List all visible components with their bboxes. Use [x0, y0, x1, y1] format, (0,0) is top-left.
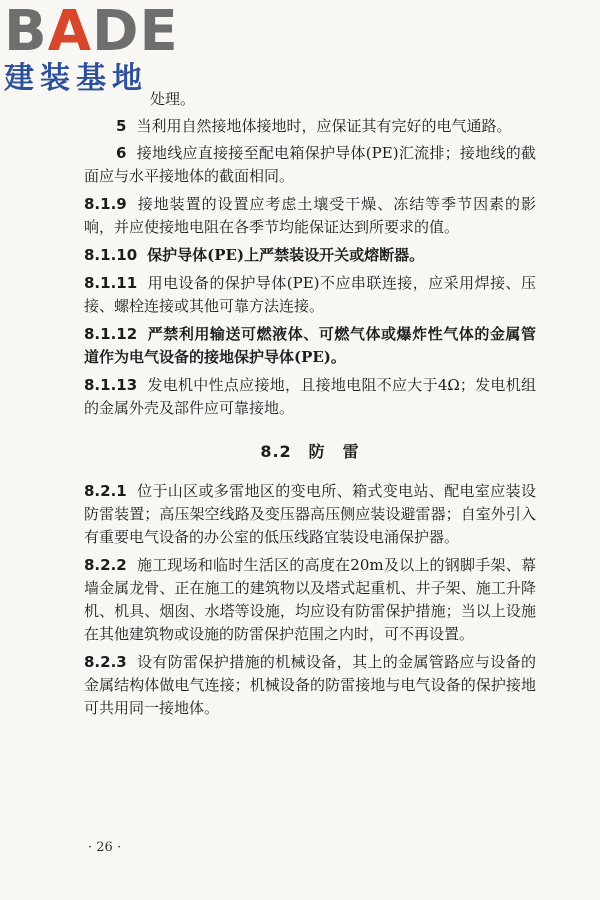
- previous-paragraph-tail: 处理。: [150, 90, 196, 108]
- bade-logo: [4, 0, 179, 96]
- page-number: · 26 ·: [88, 840, 122, 855]
- clause-8-2-1: 8.2.1 位于山区或多雷地区的变电所、箱式变电站、配电室应装设防雷装置；高压架空线路及变压器高压侧应装设避雷器；自室外引入有重要电气设备的办公室的低压线路宜装设电涌保护器。: [84, 482, 536, 546]
- clause-8-2-2: 8.2.2 施工现场和临时生活区的高度在20m及以上的钢脚手架、幕墙金属龙骨、正在施工的建筑物以及塔式起重机、井子架、施工升降机、机具、烟囱、水塔等设施，均应设有防雷保护措施；当以上设施在其他建筑物或设施的防雷保护范围之内时，可不再设置。: [84, 556, 536, 643]
- clause-8-1-10: 8.1.10 保护导体(PE)上严禁装设开关或熔断器。: [84, 246, 425, 264]
- logo-wordmark: BADE: [4, 0, 179, 64]
- document-body: [84, 88, 536, 720]
- list-item: 6 接地线应直接接至配电箱保护导体(PE)汇流排；接地线的截面应与水平接地体的截面相同。: [84, 144, 536, 185]
- clause-8-1-13: 8.1.13 发电机中性点应接地，且接地电阻不应大于4Ω；发电机组的金属外壳及部件应可靠接地。: [84, 376, 536, 417]
- clause-8-2-3: 8.2.3 设有防雷保护措施的机械设备，其上的金属管路应与设备的金属结构体做电气连接；机械设备的防雷接地与电气设备的保护接地可共用同一接地体。: [84, 653, 536, 717]
- section-heading: 8.2 防 雷: [260, 442, 360, 461]
- logo-chinese-text: 建装基地: [4, 61, 148, 96]
- clause-8-1-11: 8.1.11 用电设备的保护导体(PE)不应串联连接，应采用焊接、压接、螺栓连接或其他可靠方法连接。: [84, 274, 536, 315]
- clause-8-1-12: 8.1.12 严禁利用输送可燃液体、可燃气体或爆炸性气体的金属管道作为电气设备的接地保护导体(PE)。: [84, 325, 536, 366]
- list-item: 5 当利用自然接地体接地时，应保证其有完好的电气通路。: [116, 117, 512, 135]
- clause-8-1-9: 8.1.9 接地装置的设置应考虑土壤受干燥、冻结等季节因素的影响，并应使接地电阻在各季节均能保证达到所要求的值。: [84, 195, 536, 236]
